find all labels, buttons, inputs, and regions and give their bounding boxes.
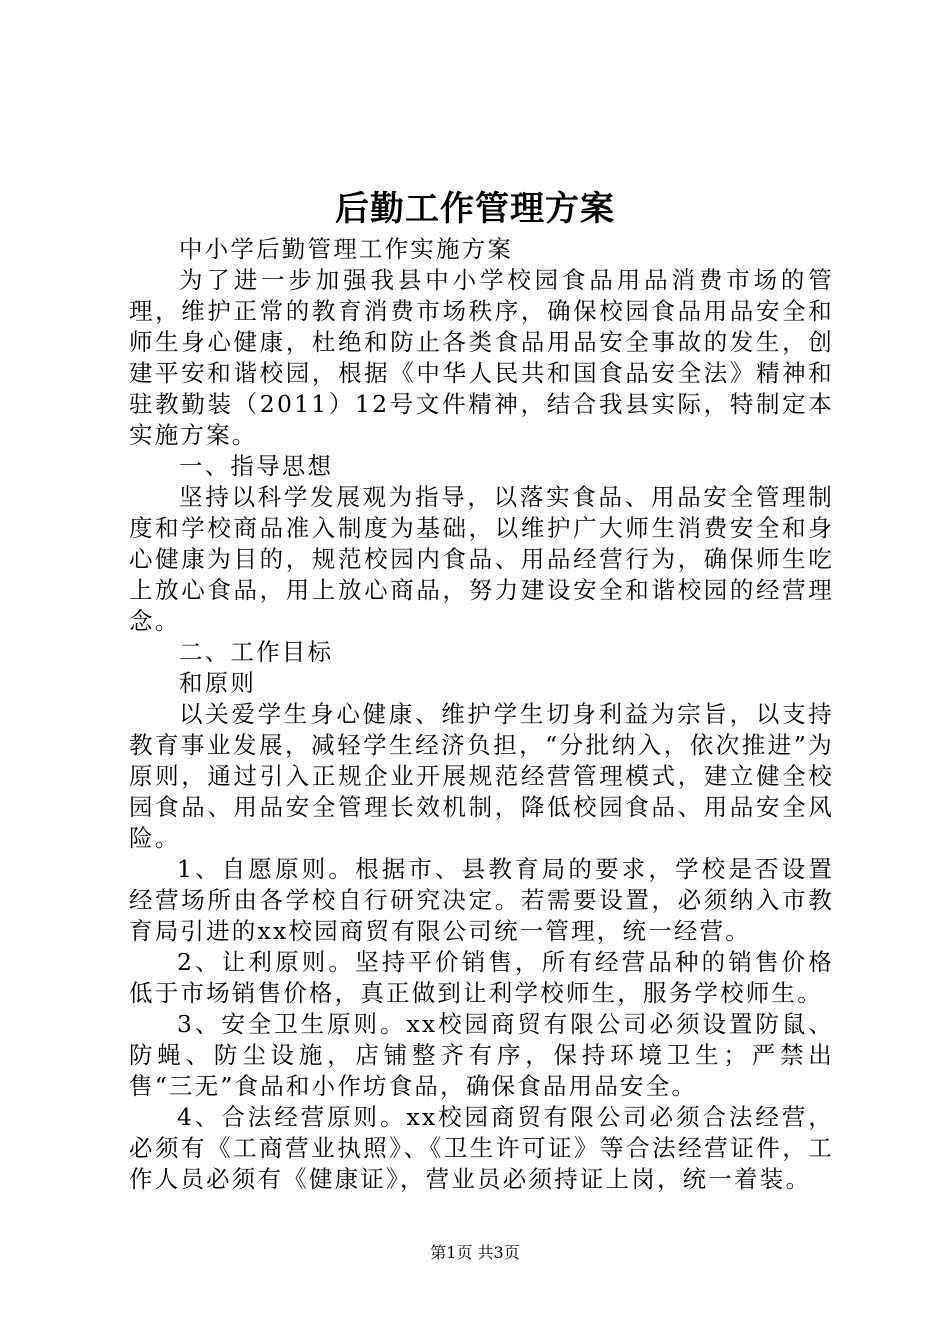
goals-paragraph: 以关爱学生身心健康、维护学生切身利益为宗旨，以支持教育事业发展，减轻学生经济负担，“分批纳入，依次推进”为原则，通过引入正规企业开展规范经营管理模式，建立健全校园食品、用品安全管理长效机制，降低校园食品、用品安全风险。 xyxy=(129,700,834,852)
principle-safety-hygiene: 3、安全卫生原则。xx校园商贸有限公司必须设置防鼠、防蝇、防尘设施，店铺整齐有序，保持环境卫生；严禁出售“三无”食品和小作坊食品，确保食品用品安全。 xyxy=(129,1010,834,1100)
page-footer: 第1页 共3页 xyxy=(430,1243,520,1262)
principle-voluntary: 1、自愿原则。根据市、县教育局的要求，学校是否设置经营场所由各学校自行研究决定。若需要设置，必须纳入市教育局引进的xx校园商贸有限公司统一管理，统一经营。 xyxy=(129,855,834,945)
principle-concession: 2、让利原则。坚持平价销售，所有经营品种的销售价格低于市场销售价格，真正做到让利学校师生，服务学校师生。 xyxy=(129,948,834,1007)
principle-legal-operation: 4、合法经营原则。xx校园商贸有限公司必须合法经营，必须有《工商营业执照》、《卫生许可证》等合法经营证件，工作人员必须有《健康证》，营业员必须持证上岗，统一着装。 xyxy=(129,1103,834,1193)
section-heading-guiding-thought: 一、指导思想 xyxy=(179,452,334,480)
guiding-thought-paragraph: 坚持以科学发展观为指导，以落实食品、用品安全管理制度和学校商品准入制度为基础，以维护广大师生消费安全和身心健康为目的，规范校园内食品、用品经营行为，确保师生吃上放心食品，用上放心商品，努力建设安全和谐校园的经营理念。 xyxy=(129,483,834,635)
document-title: 后勤工作管理方案 xyxy=(335,189,615,229)
section-heading-work-goals: 二、工作目标 xyxy=(179,638,334,666)
intro-paragraph: 为了进一步加强我县中小学校园食品用品消费市场的管理，维护正常的教育消费市场秩序，确保校园食品用品安全和师生身心健康，杜绝和防止各类食品用品安全事故的发生，创建平安和谐校园，根据《中华人民共和国食品安全法》精神和驻教勤装（2011）12号文件精神，结合我县实际，特制定本实施方案。 xyxy=(129,266,834,449)
section-heading-principles: 和原则 xyxy=(179,669,257,697)
subtitle-paragraph: 中小学后勤管理工作实施方案 xyxy=(179,235,514,263)
document-body xyxy=(129,234,834,1195)
